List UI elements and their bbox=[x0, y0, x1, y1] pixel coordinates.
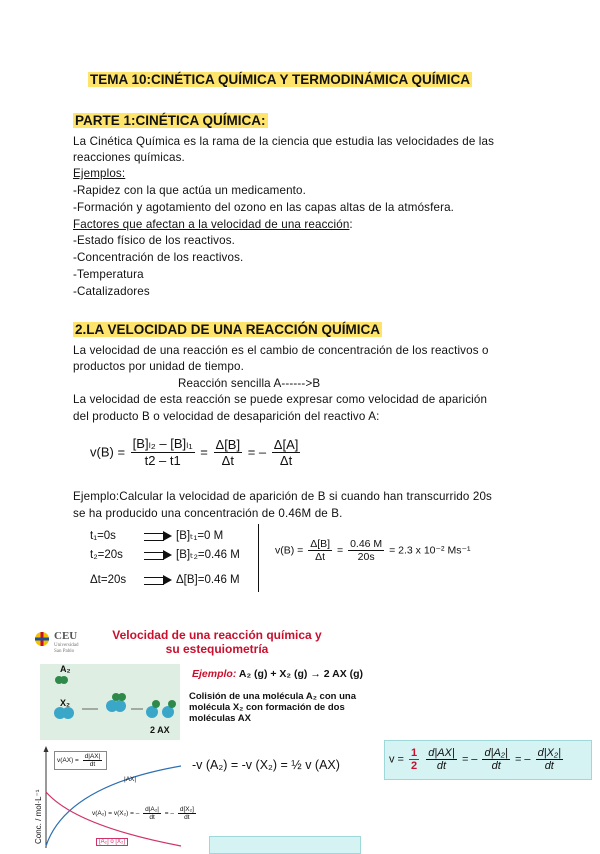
simple-reaction: Reacción sencilla A------>B bbox=[178, 377, 321, 390]
result-value: = 2.3 x 10⁻² Ms⁻¹ bbox=[389, 544, 471, 557]
section2-paragraph-line-1: La velocidad de una reacción es el cambio de concentración de los reactivos o bbox=[73, 344, 489, 357]
example-item-1: -Rapidez con la que actúa un medicamento. bbox=[73, 184, 307, 197]
ceu-logo-subtitle: Universidad San Pablo bbox=[54, 643, 79, 654]
graph-a2-rate-label: v(A₂) = v(X₂) = – $\frac{\text{d|A₂|}}{dt}$ = – $\frac{\text{d[X₂]}}{dt}$ bbox=[92, 806, 194, 821]
section2-paragraph-line-3: La velocidad de esta reacción se puede expresar como velocidad de aparición bbox=[73, 393, 488, 406]
rate-formula-denominator-2: Δt bbox=[221, 452, 234, 468]
factors-label-colon: : bbox=[349, 218, 353, 231]
factor-item-3: -Temperatura bbox=[73, 268, 144, 281]
given-delta-b: Δ[B]=0.46 M bbox=[176, 574, 240, 586]
section2-heading: 2.LA VELOCIDAD DE UNA REACCIÓN QUÍMICA bbox=[75, 322, 381, 337]
result-lhs: v(B) = bbox=[275, 544, 304, 557]
result-numerator-1: Δ[B] bbox=[310, 538, 331, 550]
examples-label: Ejemplos: bbox=[73, 167, 126, 180]
rate-formula-numerator-1: [B]ₗ₂ – [B]ₗ₁ bbox=[132, 436, 193, 451]
graph-ax-curve-label: |AX| bbox=[124, 776, 137, 783]
implies-arrow-icon bbox=[144, 532, 172, 540]
molecule-2ax-label: 2 AX bbox=[150, 725, 170, 735]
ceu-logo-icon bbox=[34, 631, 50, 647]
given-b-t2: [B]ₜ₂=0.46 M bbox=[176, 549, 240, 561]
result-denominator-1: Δt bbox=[315, 551, 326, 563]
result-numerator-2: 0.46 M bbox=[350, 538, 383, 550]
molecule-a2-label: A₂ bbox=[60, 664, 71, 674]
rate-formula-equals-minus: = – bbox=[247, 444, 267, 460]
example-item-2: -Formación y agotamiento del ozono en las capas altas de la atmósfera. bbox=[73, 201, 455, 214]
molecule-x2-label: X₂ bbox=[60, 698, 71, 708]
factors-label-text: Factores que afectan a la velocidad de una reacción bbox=[73, 218, 350, 231]
factors-label bbox=[73, 217, 353, 233]
document-title: TEMA 10:CINÉTICA QUÍMICA Y TERMODINÁMICA QUÍMICA bbox=[90, 72, 471, 87]
implies-arrow-icon bbox=[144, 576, 172, 584]
molecule-collision-image bbox=[40, 664, 180, 740]
calculation-divider bbox=[258, 524, 259, 592]
rate-formula-numerator-3: Δ[A] bbox=[273, 436, 299, 452]
section2-paragraph-line-2: productos por unidad de tiempo. bbox=[73, 360, 244, 373]
rate-equation-box: v = $\frac{1}{2}$ $\frac{d|AX|}{dt}$ = – $\frac{\text{d|A₂|}}{dt}$ = – $\frac{\text{d|X₂|}}{dt}$ bbox=[384, 740, 592, 780]
intro-line-2: reacciones químicas. bbox=[73, 151, 185, 164]
worked-example-line-2: se ha producido una concentración de 0.46M de B. bbox=[73, 507, 343, 520]
factor-item-4: -Catalizadores bbox=[73, 285, 150, 298]
graph-ax-rate-label: v(AX) = $\frac{d|AX|}{dt}$ bbox=[54, 751, 107, 770]
intro-line-1: La Cinética Química es la rama de la ciencia que estudia las velocidades de las bbox=[73, 135, 495, 148]
ceu-logo-text: CEU bbox=[54, 630, 78, 642]
calculation-result bbox=[275, 538, 471, 563]
factor-item-2: -Concentración de los reactivos. bbox=[73, 251, 244, 264]
calculation-given-values bbox=[90, 527, 240, 590]
factor-item-1: -Estado físico de los reactivos. bbox=[73, 234, 236, 247]
given-t1: t₁=0s bbox=[90, 530, 116, 542]
graph-a2-curve-label: [A₂] o [X₂] bbox=[96, 838, 128, 846]
given-delta-t: Δt=20s bbox=[90, 574, 127, 586]
rate-formula-lhs: v(B) = bbox=[90, 444, 126, 460]
worked-example-line-1: Ejemplo:Calcular la velocidad de aparición de B si cuando han transcurrido 20s bbox=[73, 490, 493, 503]
graph-y-axis-label: Conc. / mol·L⁻¹ bbox=[34, 789, 43, 844]
given-b-t1: [B]ₜ₁=0 M bbox=[176, 530, 224, 542]
implies-arrow-icon bbox=[144, 551, 172, 559]
rate-formula bbox=[90, 436, 302, 468]
concentration-graph bbox=[34, 746, 194, 848]
slide-description: Colisión de una molécula A₂ con una molécula X₂ con formación de dos moléculas AX bbox=[189, 691, 356, 724]
result-denominator-2: 20s bbox=[357, 551, 375, 563]
section2-paragraph-line-4: del producto B o velocidad de desaparición del reactivo A: bbox=[73, 410, 380, 423]
rate-formula-equals: = bbox=[200, 444, 208, 460]
stoichiometry-equation: -v (A₂) = -v (X₂) = ½ v (AX) bbox=[192, 758, 340, 772]
given-t2: t₂=20s bbox=[90, 549, 123, 561]
slide-example: Ejemplo: A₂ (g) + X₂ (g) → 2 AX (g) bbox=[192, 668, 364, 680]
rate-formula-denominator-1: t2 – t1 bbox=[144, 453, 181, 468]
result-equals: = bbox=[337, 544, 344, 557]
rate-formula-numerator-2: Δ[B] bbox=[215, 436, 241, 452]
slide-lower-box bbox=[209, 836, 361, 854]
part1-heading: PARTE 1:CINÉTICA QUÍMICA: bbox=[75, 113, 266, 128]
slide-title: Velocidad de una reacción química y su estequiometría bbox=[112, 628, 322, 656]
rate-formula-denominator-3: Δt bbox=[279, 452, 293, 468]
lecture-slide bbox=[34, 628, 594, 848]
